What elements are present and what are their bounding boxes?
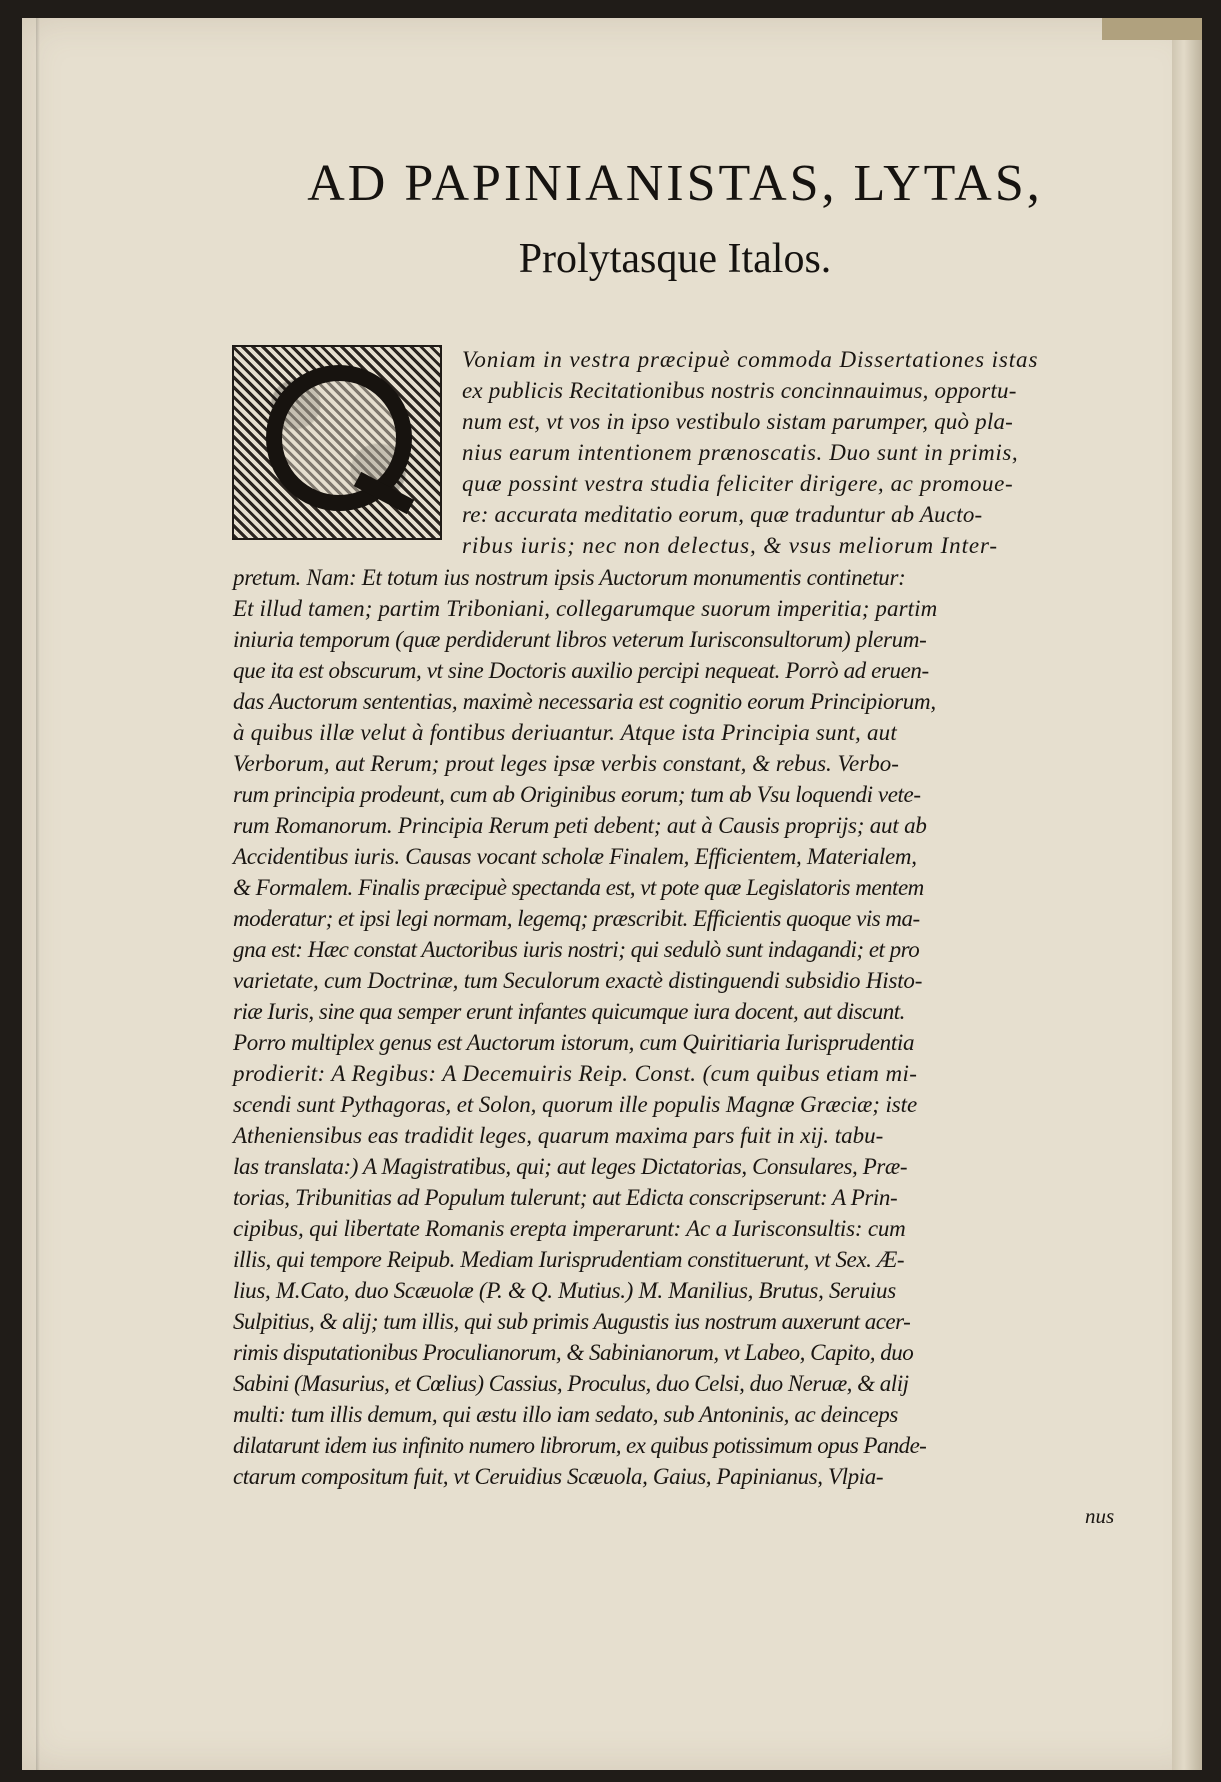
body-line: lius, M.Cato, duo Scæuolæ (P. & Q. Mutius.) M. Manilius, Brutus, Seruius	[233, 1278, 896, 1303]
body-line: illis, qui tempore Reipub. Mediam Iurisprudentiam constituerunt, vt Sex. Æ-	[233, 1247, 905, 1272]
body-line: das Auctorum sententias, maximè necessaria est cognitio eorum Principiorum,	[233, 689, 936, 714]
body-line: Accidentibus iuris. Causas vocant scholæ Finalem, Efficientem, Materialem,	[233, 844, 917, 869]
body-line: riæ Iuris, sine qua semper erunt infantes quicumque iura docent, aut discunt.	[233, 999, 905, 1024]
decorated-initial-q-icon	[232, 345, 442, 540]
body-line: num est, vt vos in ipso vestibulo sistam parumper, quò pla-	[462, 409, 1013, 434]
body-line: las translata:) A Magistratibus, qui; aut leges Dictatorias, Consulares, Præ-	[233, 1154, 908, 1179]
body-line: Sulpitius, & alij; tum illis, qui sub primis Augustis ius nostrum auxerunt acer-	[233, 1309, 911, 1334]
body-line: rum principia prodeunt, cum ab Originibus eorum; tum ab Vsu loquendi vete-	[233, 782, 921, 807]
catchword: nus	[1085, 1504, 1115, 1528]
body-line: que ita est obscurum, vt sine Doctoris auxilio percipi nequeat. Porrò ad eruen-	[233, 658, 929, 683]
corner-tab	[1102, 18, 1202, 40]
body-line: scendi sunt Pythagoras, et Solon, quorum ille populis Magnæ Græciæ; iste	[233, 1092, 918, 1117]
body-line: nius earum intentionem prænoscatis. Duo sunt in primis,	[462, 440, 1019, 465]
body-line: & Formalem. Finalis præcipuè spectanda est, vt pote quæ Legislatoris mentem	[233, 875, 924, 900]
body-line: iniuria temporum (quæ perdiderunt libros veterum Iurisconsultorum) plerum-	[233, 627, 927, 652]
body-line: rimis disputationibus Proculianorum, & Sabinianorum, vt Labeo, Capito, duo	[233, 1340, 914, 1365]
body-line: dilatarunt idem ius infinito numero librorum, ex quibus potissimum opus Pande-	[233, 1433, 927, 1458]
body-line: rum Romanorum. Principia Rerum peti debent; aut à Causis proprijs; aut ab	[233, 813, 927, 838]
page-edge	[1172, 18, 1202, 1770]
body-line: Porro multiplex genus est Auctorum istorum, cum Quiritiaria Iurisprudentia	[233, 1030, 915, 1055]
body-line: cipibus, qui libertate Romanis erepta imperarunt: Ac a Iurisconsultis: cum	[233, 1216, 906, 1241]
body-line: quæ possint vestra studia feliciter dirigere, ac promoue-	[462, 471, 1014, 496]
body-line: ctarum compositum fuit, vt Ceruidius Scæuola, Gaius, Papinianus, Vlpia-	[233, 1464, 884, 1489]
body-line: multi: tum illis demum, qui æstu illo iam sedato, sub Antoninis, ac deinceps	[233, 1402, 898, 1427]
body-line: Sabini (Masurius, et Cœlius) Cassius, Proculus, duo Celsi, duo Neruæ, & alij	[233, 1371, 909, 1396]
body-line: pretum. Nam: Et totum ius nostrum ipsis Auctorum monumentis continetur:	[233, 565, 906, 590]
page-title: AD PAPINIANISTAS, LYTAS,	[307, 155, 1043, 212]
body-line: re: accurata meditatio eorum, quæ traduntur ab Aucto-	[462, 502, 983, 527]
body-line: Atheniensibus eas tradidit leges, quarum maxima pars fuit in xij. tabu-	[233, 1123, 884, 1148]
body-line: Verborum, aut Rerum; prout leges ipsæ verbis constant, & rebus. Verbo-	[233, 751, 899, 776]
body-line: ribus iuris; nec non delectus, & vsus meliorum Inter-	[462, 533, 998, 558]
body-line: gna est: Hæc constat Auctoribus iuris nostri; qui sedulò sunt indagandi; et pro	[233, 937, 920, 962]
body-line: ex publicis Recitationibus nostris concinnauimus, opportu-	[462, 378, 1017, 403]
body-line: torias, Tribunitias ad Populum tulerunt; aut Edicta conscripserunt: A Prin-	[233, 1185, 898, 1210]
body-line: moderatur; et ipsi legi normam, legemq; præscribit. Efficientis quoque vis ma-	[233, 906, 920, 931]
body-line: varietate, cum Doctrinæ, tum Seculorum exactè distinguendi subsidio Histo-	[233, 968, 923, 993]
body-line: Voniam in vestra præcipuè commoda Dissertationes istas	[462, 347, 1039, 372]
body-line: prodierit: A Regibus: A Decemuiris Reip. Const. (cum quibus etiam mi-	[233, 1061, 918, 1086]
body-line: Et illud tamen; partim Triboniani, collegarumque suorum imperitia; partim	[233, 596, 938, 621]
body-line: à quibus illæ velut à fontibus deriuantur. Atque ista Principia sunt, aut	[233, 720, 897, 745]
page-subtitle: Prolytasque Italos.	[518, 236, 832, 282]
page-gutter-shadow	[36, 18, 40, 1770]
